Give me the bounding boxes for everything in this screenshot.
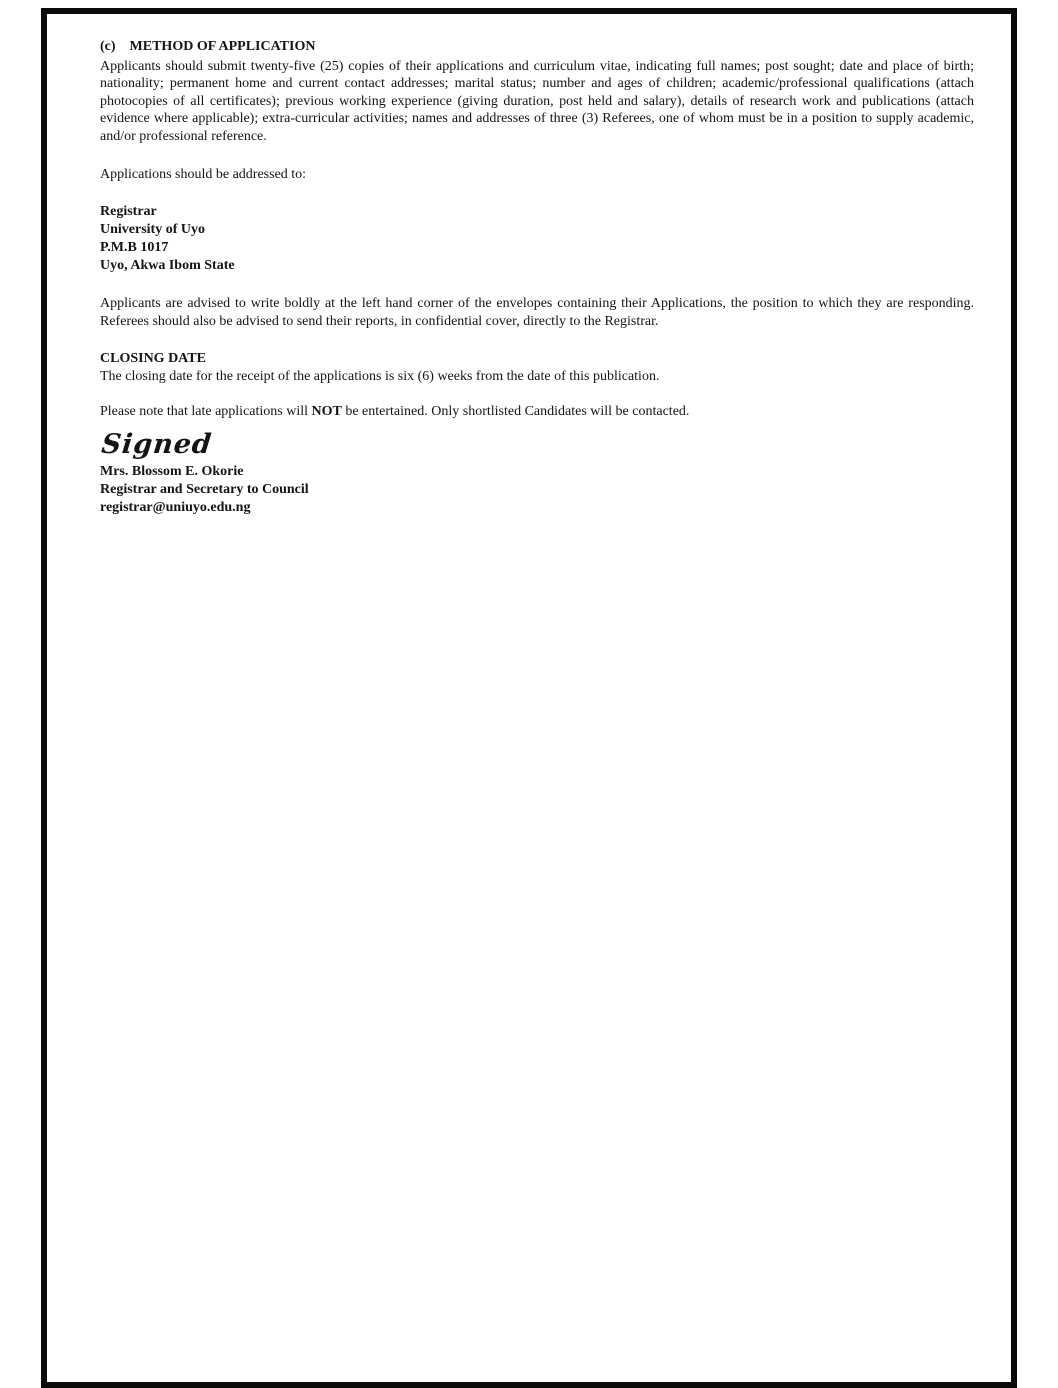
postal-address-block xyxy=(100,203,974,275)
section-label: (c) xyxy=(100,39,116,54)
address-line-state: Uyo, Akwa Ibom State xyxy=(100,258,235,274)
signatory-name: Mrs. Blossom E. Okorie xyxy=(100,464,244,480)
method-of-application-heading xyxy=(100,38,974,56)
note-bold-not: NOT xyxy=(311,403,342,419)
closing-date-heading: CLOSING DATE xyxy=(100,351,206,367)
closing-date-text: The closing date for the receipt of the applications is six (6) weeks from the date of this publication. xyxy=(100,368,660,384)
signature-script-signed: Signed xyxy=(100,429,214,461)
late-applications-note xyxy=(100,403,974,421)
addressed-to-line: Applications should be addressed to: xyxy=(100,166,307,182)
document-content xyxy=(100,38,974,517)
method-of-application-paragraph: Applicants should submit twenty-five (25) copies of their applications and curriculum vitae, indicating full names; post sought; date and place of birth; nationality; permanent home and current contact addresses; marital status; number and ages of children; academic/professional qualifications (attach photocopies of all certificates); previous working experience (giving duration, post held and salary), details of research work and publications (attach evidence where applicable); extra-curricular activities; names and addresses of three (3) Referees, one of whom must be in a position to supply academic, and/or professional reference. xyxy=(100,58,974,144)
note-text-after: be entertained. Only shortlisted Candidates will be contacted. xyxy=(341,403,690,419)
address-line-registrar: Registrar xyxy=(100,204,157,220)
note-text-before: Please note that late applications will xyxy=(100,403,312,419)
signatory-email: registrar@uniuyo.edu.ng xyxy=(100,500,251,516)
address-line-pmb: P.M.B 1017 xyxy=(100,240,169,256)
section-title: METHOD OF APPLICATION xyxy=(129,39,316,54)
envelope-advice-paragraph: Applicants are advised to write boldly at the left hand corner of the envelopes containing their Applications, the position to which they are responding. Referees should also be advised to send their reports, in confidential cover, directly to the Registrar. xyxy=(100,296,974,329)
address-line-university: University of Uyo xyxy=(100,222,205,238)
signatory-title: Registrar and Secretary to Council xyxy=(100,482,309,498)
